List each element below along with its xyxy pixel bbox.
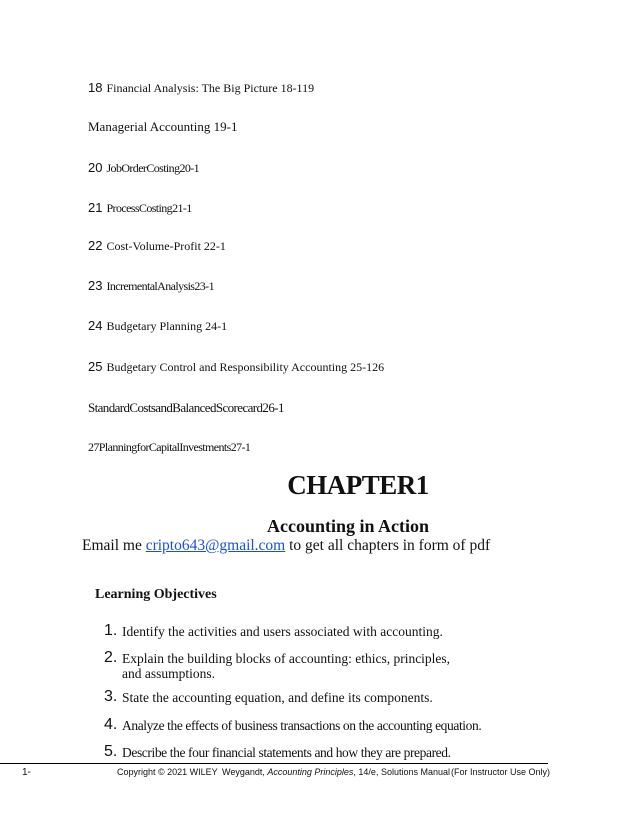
toc-item-24 [88,318,227,334]
email-link[interactable]: cripto643@gmail.com [145,537,286,554]
toc-number: 18 [88,80,103,95]
objective-number: 2. [104,649,118,666]
objective-number: 3. [104,688,118,705]
objective-text: State the accounting equation, and define its components. [122,690,433,705]
toc-text: StandardCostsandBalancedScorecard26-1 [88,400,284,415]
email-prefix: Email me [82,537,146,554]
toc-text: Managerial Accounting 19-1 [88,119,238,134]
toc-number: 21 [88,200,103,215]
toc-text: Budgetary Control and Responsibility Accounting 25-126 [106,360,385,374]
objective-text: Analyze the effects of business transactions on the accounting equation. [122,718,482,733]
objective-text: Describe the four financial statements and how they are prepared. [122,745,451,760]
footer-book-title: Accounting Principles [267,767,354,777]
toc-number: 22 [88,238,103,253]
toc-item-21 [88,200,192,216]
toc-text: Financial Analysis: The Big Picture 18-119 [106,81,315,95]
objective-number: 1. [104,622,118,639]
objective-text: Identify the activities and users associated with accounting. [122,624,443,639]
footer-edition: , 14/e, Solutions Manual [353,767,450,777]
objective-item [104,690,504,705]
footer-copyright: Copyright © 2021 WILEY [117,767,218,777]
toc-item-23 [88,278,214,294]
toc-item-27 [88,440,250,455]
objective-item [104,651,464,681]
objective-item [104,624,504,639]
learning-objectives-heading: Learning Objectives [95,587,217,602]
objective-text: Explain the building blocks of accounting: ethics, principles, and assumptions. [122,651,451,681]
email-line [82,537,490,555]
toc-text: Cost-Volume-Profit 22-1 [106,239,226,253]
toc-text: ProcessCosting21-1 [106,201,192,215]
toc-item-25 [88,359,384,375]
toc-text: IncrementalAnalysis23-1 [106,279,214,293]
footer-rule [0,763,548,764]
footer-book-credit [222,767,450,777]
toc-number: 24 [88,318,103,333]
objective-item [104,745,524,760]
chapter-subtitle: Accounting in Action [266,516,430,536]
email-suffix: to get all chapters in form of pdf [285,537,491,554]
toc-item-19 [88,119,237,135]
toc-item-18 [88,80,314,96]
toc-text: Budgetary Planning 24-1 [106,319,228,333]
toc-item-20 [88,160,199,176]
toc-number: 23 [88,278,103,293]
toc-number: 25 [88,359,103,374]
toc-item-22 [88,238,226,254]
footer-page-number: 1- [22,767,31,778]
toc-number: 20 [88,160,103,175]
toc-item-26 [88,400,284,416]
footer-author: Weygandt, [222,767,268,777]
chapter-title: CHAPTER1 [287,470,429,500]
objective-item [104,718,524,733]
toc-text: 27PlanningforCapitalInvestments27-1 [88,440,251,454]
toc-text: JobOrderCosting20-1 [106,161,200,175]
footer-note: (For Instructor Use Only) [451,767,551,777]
objective-number: 4. [104,716,118,733]
objective-number: 5. [104,743,118,760]
